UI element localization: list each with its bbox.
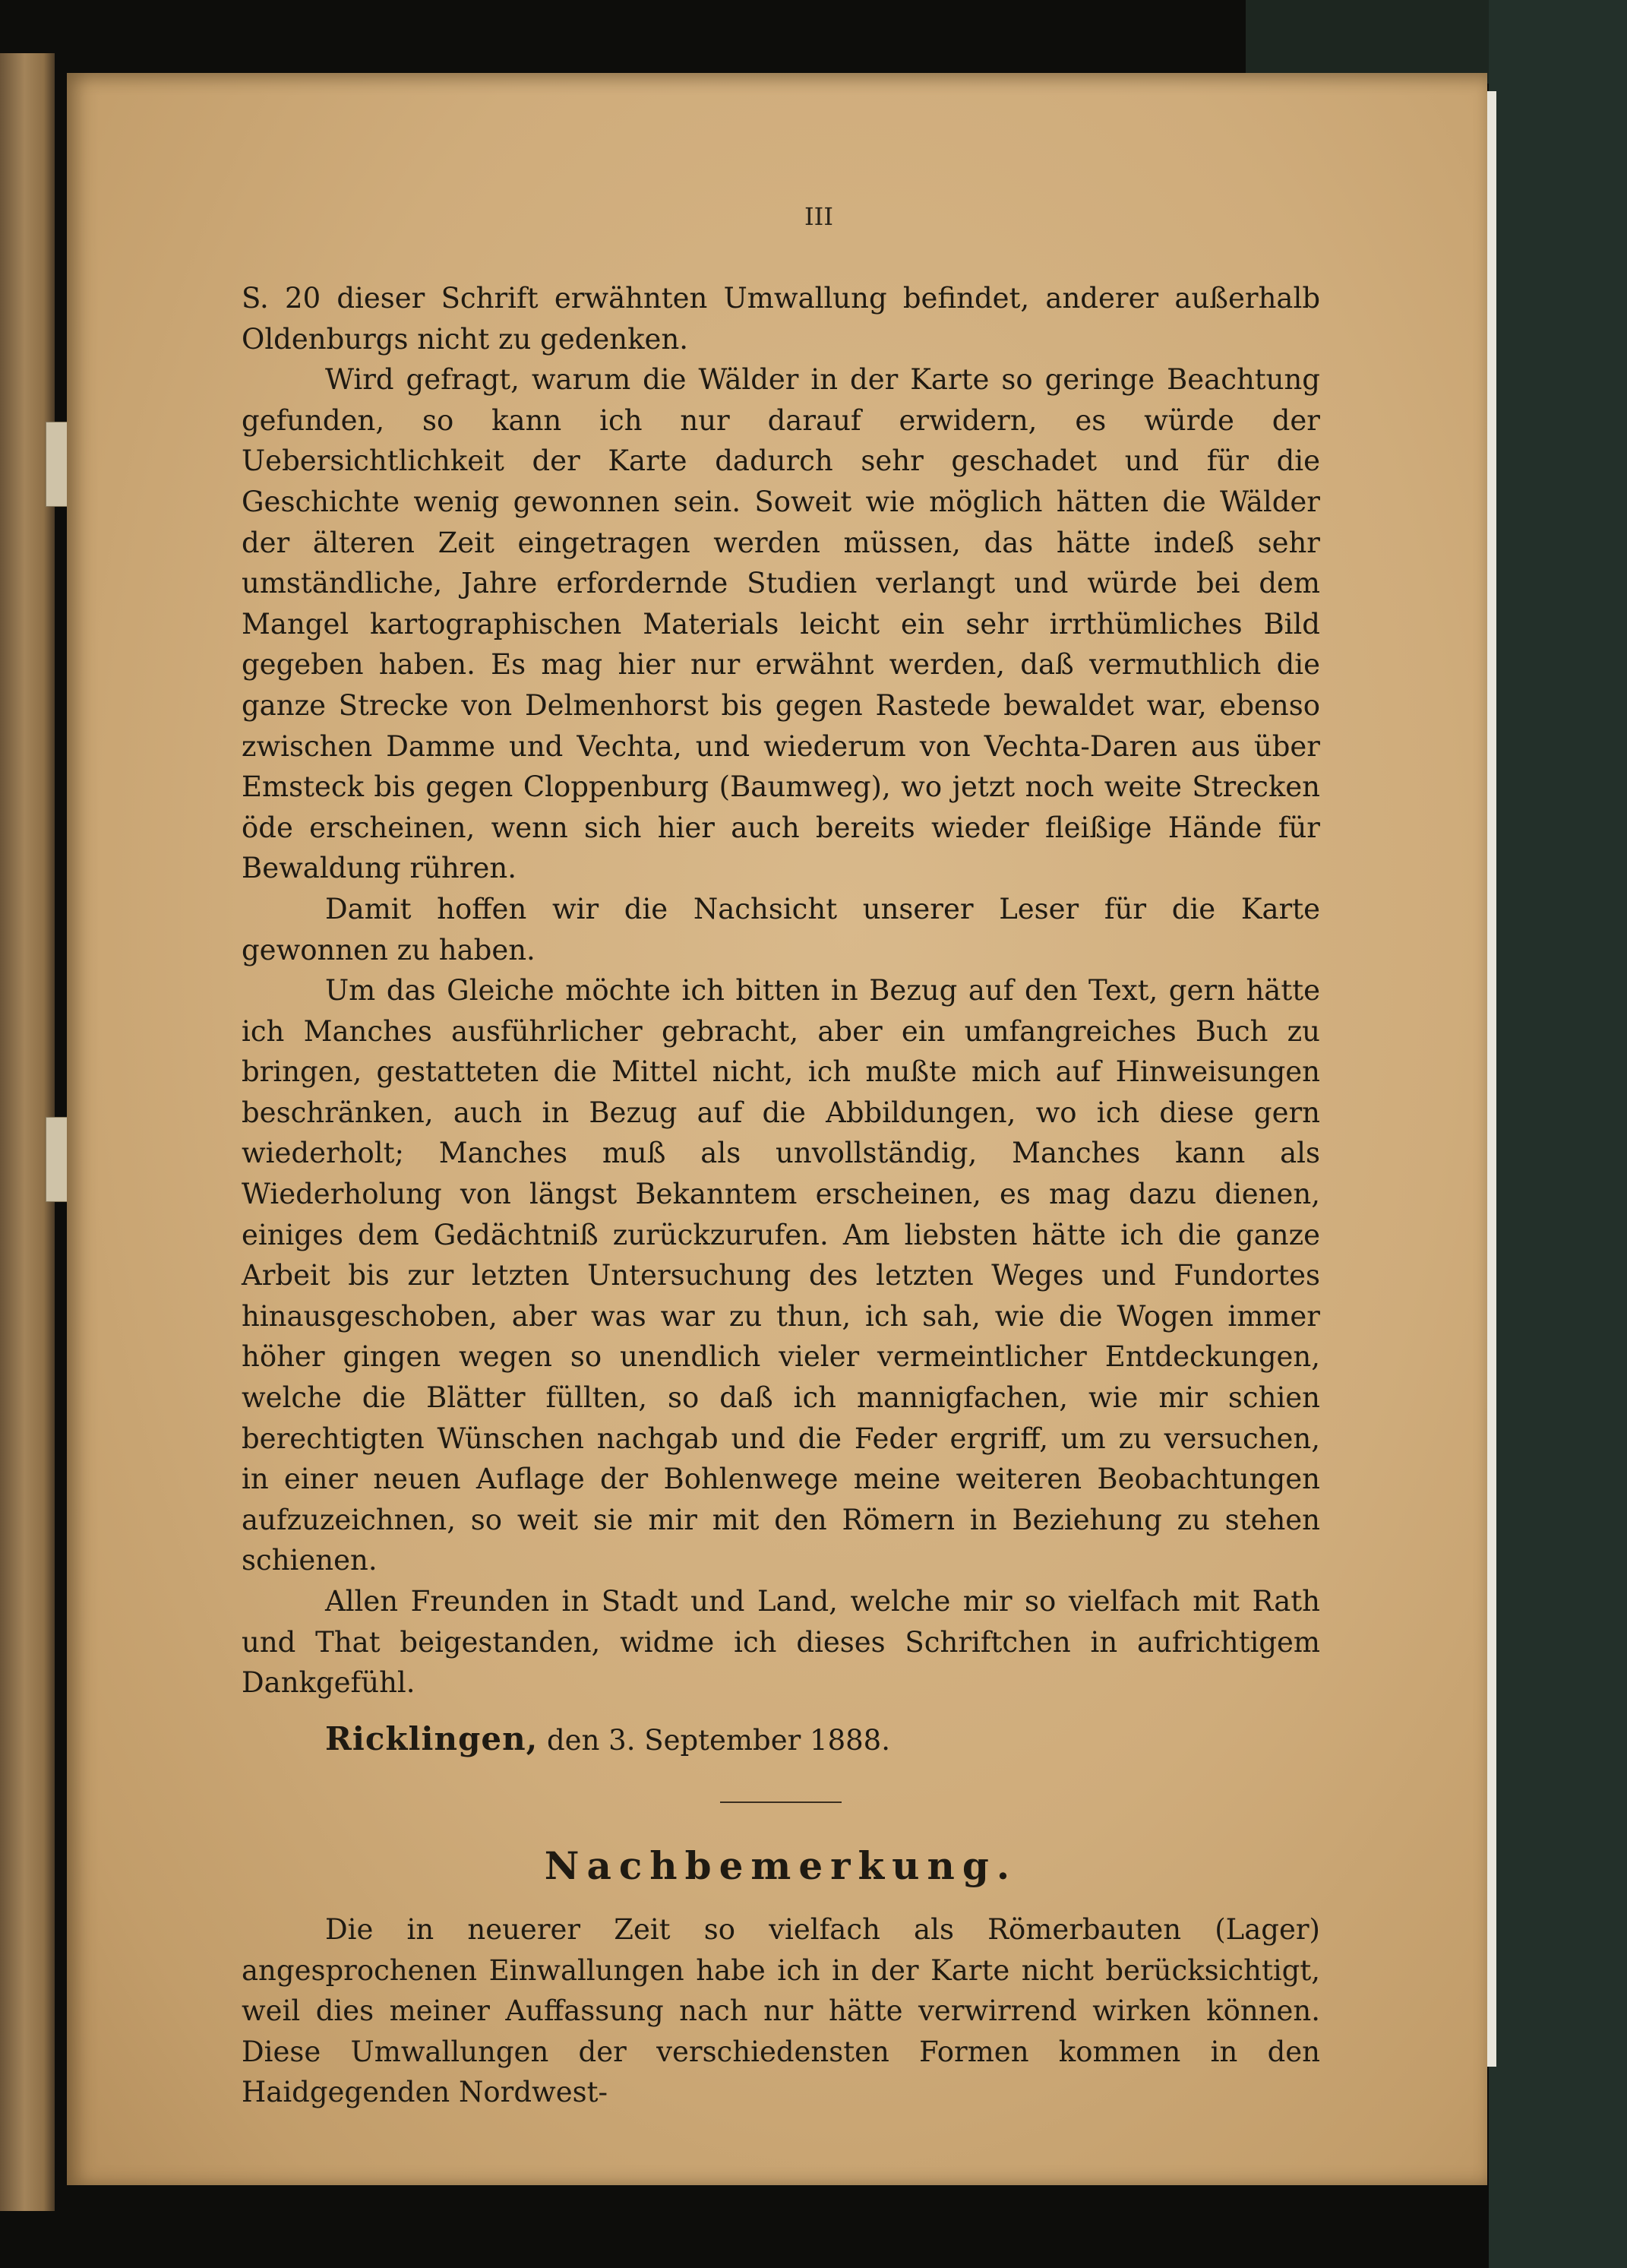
book-cover-edge (1489, 0, 1627, 2268)
binding-thread (46, 422, 68, 507)
paragraph-continued: S. 20 dieser Schrift erwähnten Umwallung befindet, anderer außerhalb Oldenburgs nicht zu gedenken. (242, 282, 1320, 356)
binding-thread (46, 1117, 68, 1202)
paragraph: Um das Gleiche möchte ich bitten in Bezug auf den Text, gern hätte ich Manches ausführlicher gebracht, aber ein umfangreiches Buch zu bringen, gestatteten die Mittel nicht, ich mußte mich auf Hinweisungen beschränken, auch in Bezug auf die Abbildungen, wo ich diese gern wiederholt; Manches muß als unvollständig, Manches kann als Wiederholung von längst Bekanntem erscheinen, es mag dazu dienen, einiges dem Gedächtniß zurückzurufen. Am liebsten hätte ich die ganze Arbeit bis zur letzten Untersuchung des letzten Weges und Fundortes hinausgeschoben, aber was war zu thun, ich sah, wie die Wogen immer höher gingen wegen so unendlich vieler vermeintlicher Entdeckungen, welche die Blätter füllten, so daß ich mannigfachen, wie mir schien berechtigten Wünschen nachgab und die Feder ergriff, um zu versuchen, in einer neuen Auflage der Bohlenwege meine weiteren Beobachtungen aufzuzeichnen, so weit sie mir mit den Römern in Beziehung zu stehen schienen. (242, 974, 1320, 1577)
book-page (67, 73, 1487, 2185)
signature-date: den 3. September 1888. (538, 1723, 890, 1757)
paragraph: Allen Freunden in Stadt und Land, welche mir so vielfach mit Rath und That beigestanden, widme ich dieses Schriftchen in aufrichtigem Dankgefühl. (242, 1585, 1320, 1700)
section-heading: Nachbemerkung. (544, 1843, 1018, 1889)
signature-place: Ricklingen, (325, 1719, 539, 1757)
signature-line (242, 1719, 1320, 1761)
body-text (242, 278, 1320, 2113)
postscript-paragraph: Die in neuerer Zeit so vielfach als Römerbauten (Lager) angesprochenen Einwallungen habe ich in der Karte nicht berücksichtigt, weil dies meiner Auffassung nach nur hätte verwirrend wirken können. Diese Umwallungen der verschiedensten Formen kommen in den Haidgegenden Nordwest- (242, 1912, 1320, 2109)
paragraph: Wird gefragt, warum die Wälder in der Karte so geringe Beachtung gefunden, so kann ich nur darauf erwidern, es würde der Uebersichtlichkeit der Karte dadurch sehr geschadet und für die Geschichte wenig gewonnen sein. Soweit wie möglich hätten die Wälder der älteren Zeit eingetragen werden müssen, das hätte indeß sehr umständliche, Jahre erfordernde Studien verlangt und würde bei dem Mangel kartographischen Materials leicht ein sehr irrthümliches Bild gegeben haben. Es mag hier nur erwähnt werden, daß vermuthlich die ganze Strecke von Delmenhorst bis gegen Rastede bewaldet war, ebenso zwischen Damme und Vechta, und wiederum von Vechta-Daren aus über Emsteck bis gegen Cloppenburg (Baumweg), wo jetzt noch weite Strecken öde erscheinen, wenn sich hier auch bereits wieder fleißige Hände für Bewaldung rühren. (242, 363, 1320, 885)
page-number: III (804, 202, 833, 231)
paragraph: Damit hoffen wir die Nachsicht unserer Leser für die Karte gewonnen zu haben. (242, 892, 1320, 966)
section-divider (720, 1801, 842, 1803)
